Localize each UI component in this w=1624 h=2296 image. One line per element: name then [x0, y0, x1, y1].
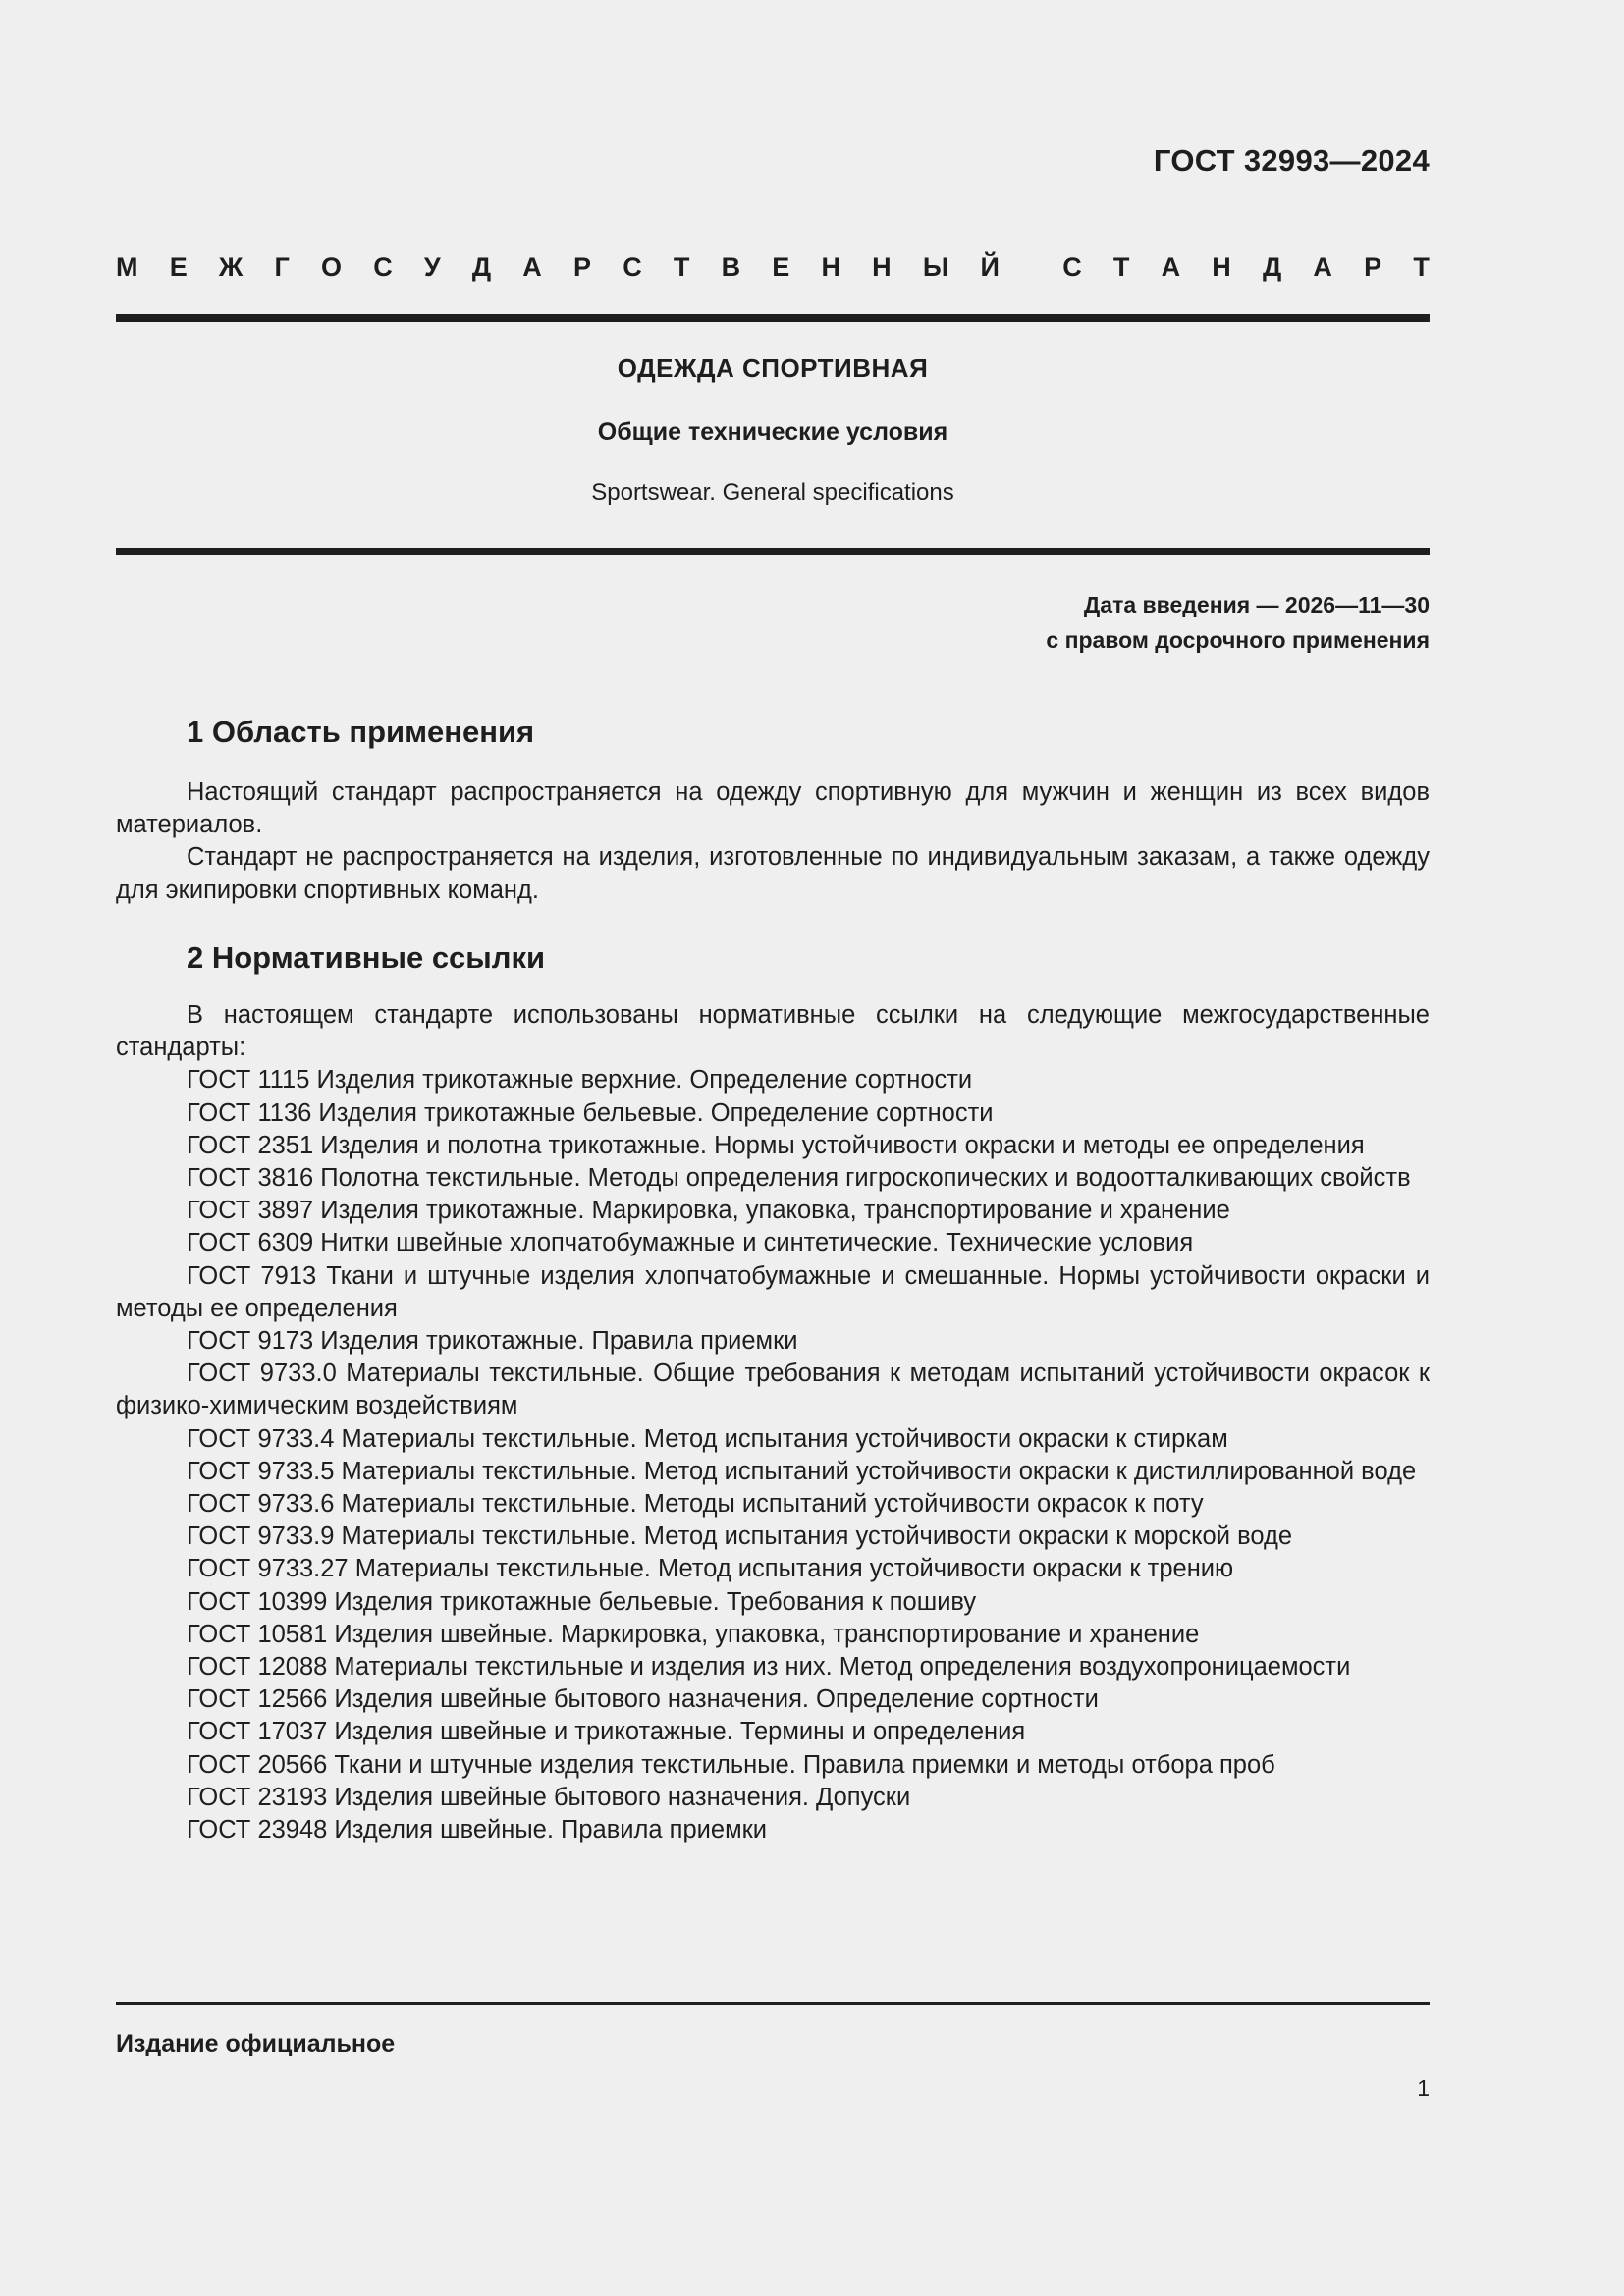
header-letter: У: [423, 252, 441, 282]
header-letter: Ж: [218, 252, 244, 282]
reference-item: ГОСТ 1136 Изделия трикотажные бельевые. Определение сортности: [187, 1098, 994, 1127]
header-letter: А: [1161, 252, 1181, 282]
reference-item: ГОСТ 6309 Нитки швейные хлопчатобумажные и синтетические. Технические условия: [187, 1229, 1194, 1257]
header-letter: Т: [673, 252, 690, 282]
document-page: [116, 0, 1430, 2296]
header-letter: А: [522, 252, 542, 282]
official-edition-label: Издание официальное: [116, 2030, 396, 2057]
reference-item: ГОСТ 9733.6 Материалы текстильные. Методы испытаний устойчивости окрасок к поту: [187, 1490, 1204, 1519]
header-letter: Н: [821, 252, 840, 282]
reference-item: ГОСТ 3897 Изделия трикотажные. Маркировка, упаковка, транспортирование и хранение: [187, 1197, 1230, 1225]
reference-item: ГОСТ 23193 Изделия швейные бытового назначения. Допуски: [187, 1783, 911, 1811]
header-letter: Д: [1262, 252, 1282, 282]
introduction-date-block: [1046, 587, 1430, 658]
header-letter: С: [1062, 252, 1082, 282]
document-number: ГОСТ 32993—2024: [1153, 143, 1430, 178]
reference-item: ГОСТ 9733.0 Материалы текстильные. Общие требования к методам испытаний устойчивости окрасок к физико-химическим воздействиям: [116, 1360, 1430, 1420]
reference-item: ГОСТ 2351 Изделия и полотна трикотажные. Нормы устойчивости окраски и методы ее определения: [187, 1131, 1365, 1159]
document-title-english: Sportswear. General specifications: [591, 479, 954, 506]
introduction-date: Дата введения — 2026—11—30: [1083, 592, 1430, 617]
reference-item: ГОСТ 3816 Полотна текстильные. Методы определения гигроскопических и водоотталкивающих свойств: [187, 1164, 1411, 1193]
section-heading-scope: 1 Область применения: [187, 715, 535, 749]
early-application-note: с правом досрочного применения: [1046, 627, 1430, 653]
header-letter: Т: [1112, 252, 1130, 282]
paragraph: Стандарт не распространяется на изделия, изготовленные по индивидуальным заказам, а также одежду для экипировки спортивных команд.: [116, 843, 1430, 904]
standard-type-header: [116, 249, 1430, 285]
header-letter: Д: [471, 252, 492, 282]
header-letter: Н: [872, 252, 892, 282]
header-letter: Т: [1413, 252, 1430, 282]
reference-item: ГОСТ 9173 Изделия трикотажные. Правила приемки: [187, 1327, 798, 1356]
reference-item: ГОСТ 7913 Ткани и штучные изделия хлопчатобумажные и смешанные. Нормы устойчивости окраски и методы ее определения: [116, 1261, 1430, 1322]
header-letter: О: [320, 252, 342, 282]
page-number: 1: [1417, 2075, 1430, 2101]
reference-item: ГОСТ 12088 Материалы текстильные и изделия из них. Метод определения воздухопроницаемости: [187, 1653, 1351, 1682]
document-subtitle: Общие технические условия: [597, 418, 948, 446]
header-letter: Р: [1364, 252, 1382, 282]
reference-item: ГОСТ 9733.27 Материалы текстильные. Метод испытания устойчивости окраски к трению: [187, 1555, 1234, 1583]
reference-item: ГОСТ 12566 Изделия швейные бытового назначения. Определение сортности: [187, 1685, 1099, 1714]
section-body-scope: [116, 776, 1430, 907]
header-letter: Е: [169, 252, 188, 282]
header-letter: Е: [772, 252, 790, 282]
reference-item: ГОСТ 10399 Изделия трикотажные бельевые. Требования к пошиву: [187, 1587, 977, 1616]
header-letter: Р: [572, 252, 591, 282]
reference-item: ГОСТ 1115 Изделия трикотажные верхние. Определение сортности: [187, 1066, 973, 1095]
reference-item: ГОСТ 9733.5 Материалы текстильные. Метод испытаний устойчивости окраски к дистиллированной воде: [187, 1457, 1417, 1485]
reference-item: ГОСТ 9733.4 Материалы текстильные. Метод испытания устойчивости окраски к стиркам: [187, 1424, 1228, 1453]
paragraph: Настоящий стандарт распространяется на одежду спортивную для мужчин и женщин из всех видов материалов.: [116, 778, 1430, 839]
header-letter: С: [623, 252, 642, 282]
header-letter: С: [373, 252, 393, 282]
section-body-normative-references: [116, 999, 1430, 1846]
header-letter: Н: [1212, 252, 1231, 282]
reference-item: ГОСТ 17037 Изделия швейные и трикотажные. Термины и определения: [187, 1718, 1026, 1746]
section-heading-normative-references: 2 Нормативные ссылки: [187, 940, 546, 975]
footer-divider: [116, 2002, 1430, 2005]
header-letter: А: [1313, 252, 1332, 282]
reference-item: ГОСТ 10581 Изделия швейные. Маркировка, упаковка, транспортирование и хранение: [187, 1620, 1200, 1648]
reference-item: ГОСТ 23948 Изделия швейные. Правила приемки: [187, 1816, 768, 1844]
header-letter: Й: [980, 252, 1000, 282]
reference-item: ГОСТ 9733.9 Материалы текстильные. Метод испытания устойчивости окраски к морской воде: [187, 1522, 1293, 1551]
paragraph: В настоящем стандарте использованы нормативные ссылки на следующие межгосударственные стандарты:: [116, 1001, 1430, 1062]
document-title: ОДЕЖДА СПОРТИВНАЯ: [617, 353, 929, 383]
header-letter: В: [721, 252, 741, 282]
reference-item: ГОСТ 20566 Ткани и штучные изделия текстильные. Правила приемки и методы отбора проб: [187, 1750, 1275, 1779]
top-divider: [116, 314, 1430, 322]
header-letter: Ы: [922, 252, 949, 282]
header-letter: Г: [274, 252, 290, 282]
title-divider: [116, 548, 1430, 555]
header-letter: М: [116, 252, 138, 282]
